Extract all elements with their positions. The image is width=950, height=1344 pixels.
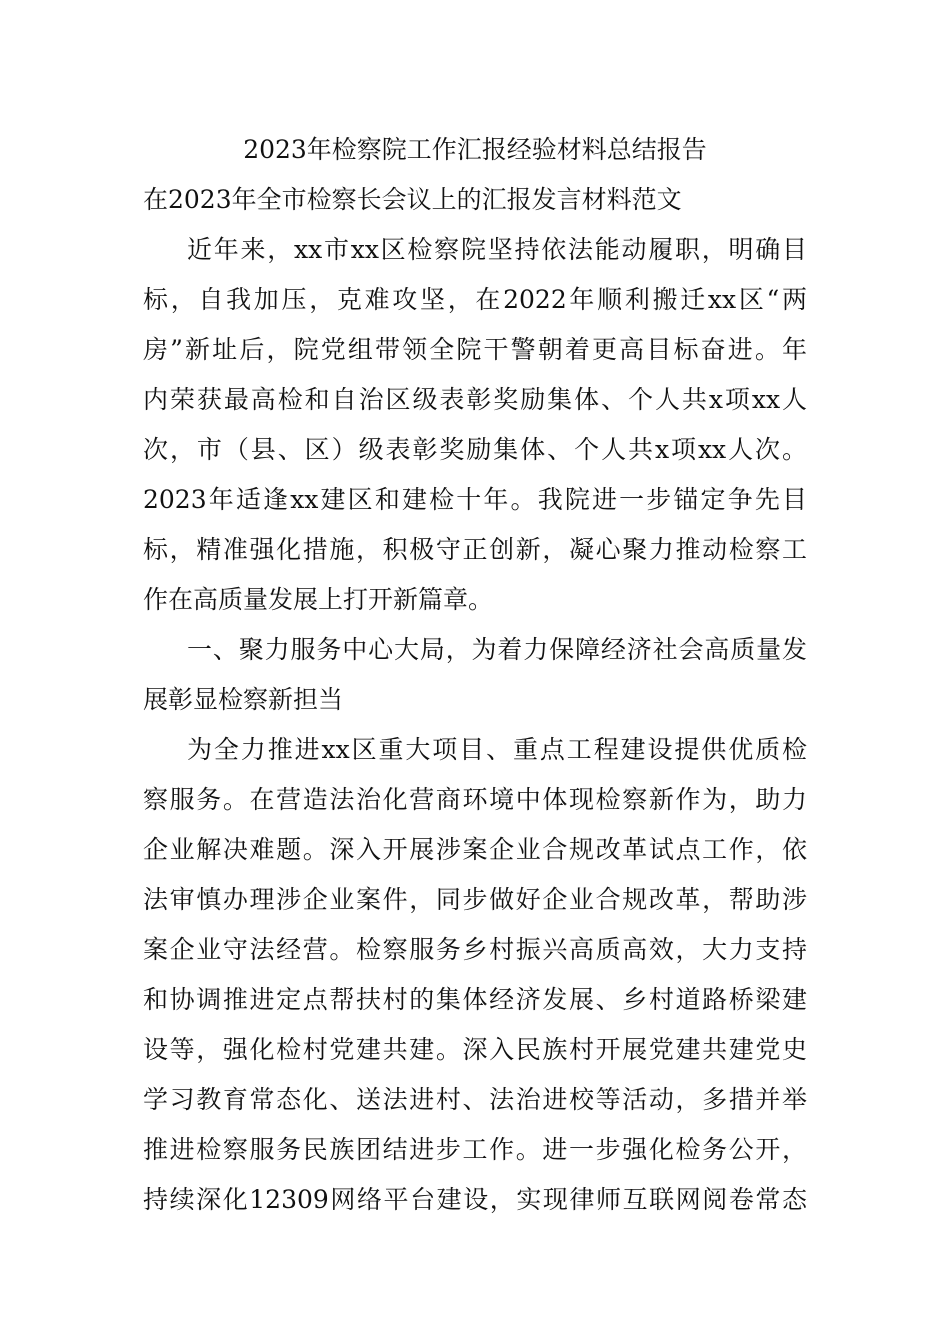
- paragraph-2-line-1: 为全力推进xx区重大项目、重点工程建设提供优质检: [187, 735, 807, 764]
- paragraph-2-line-8: 学习教育常态化、送法进村、法治进校等活动，多措并举: [143, 1085, 807, 1114]
- section-heading-line-1: 一、聚力服务中心大局，为着力保障经济社会高质量发: [187, 635, 807, 664]
- paragraph-2-line-2: 察服务。在营造法治化营商环境中体现检察新作为，助力: [143, 785, 807, 814]
- paragraph-1-line-8: 作在高质量发展上打开新篇章。: [143, 585, 494, 614]
- paragraph-1-line-6: 2023年适逢xx建区和建检十年。我院进一步锚定争先目: [143, 485, 807, 514]
- paragraph-2-line-6: 和协调推进定点帮扶村的集体经济发展、乡村道路桥梁建: [143, 985, 807, 1014]
- section-heading-line-2: 展彰显检察新担当: [143, 685, 344, 714]
- paragraph-1-line-2: 标，自我加压，克难攻坚，在2022年顺利搬迁xx区“两: [143, 285, 807, 314]
- paragraph-1-line-5: 次，市（县、区）级表彰奖励集体、个人共x项xx人次。: [143, 435, 807, 464]
- paragraph-1-line-7: 标，精准强化措施，积极守正创新，凝心聚力推动检察工: [143, 535, 807, 564]
- paragraph-1-line-4: 内荣获最高检和自治区级表彰奖励集体、个人共x项xx人: [143, 385, 807, 414]
- paragraph-1-line-1: 近年来，xx市xx区检察院坚持依法能动履职，明确目: [187, 235, 807, 264]
- paragraph-2-line-5: 案企业守法经营。检察服务乡村振兴高质高效，大力支持: [143, 935, 807, 964]
- paragraph-2-line-4: 法审慎办理涉企业案件，同步做好企业合规改革，帮助涉: [143, 885, 807, 914]
- document-title: 2023年检察院工作汇报经验材料总结报告: [243, 135, 707, 164]
- paragraph-1-line-3: 房”新址后，院党组带领全院干警朝着更高目标奋进。年: [143, 335, 807, 364]
- document-subtitle: 在2023年全市检察长会议上的汇报发言材料范文: [143, 185, 682, 214]
- paragraph-2-line-10: 持续深化12309网络平台建设，实现律师互联网阅卷常态: [143, 1185, 807, 1214]
- paragraph-2-line-3: 企业解决难题。深入开展涉案企业合规改革试点工作，依: [143, 835, 807, 864]
- paragraph-2-line-9: 推进检察服务民族团结进步工作。进一步强化检务公开，: [143, 1135, 807, 1164]
- paragraph-2-line-7: 设等，强化检村党建共建。深入民族村开展党建共建党史: [143, 1035, 807, 1064]
